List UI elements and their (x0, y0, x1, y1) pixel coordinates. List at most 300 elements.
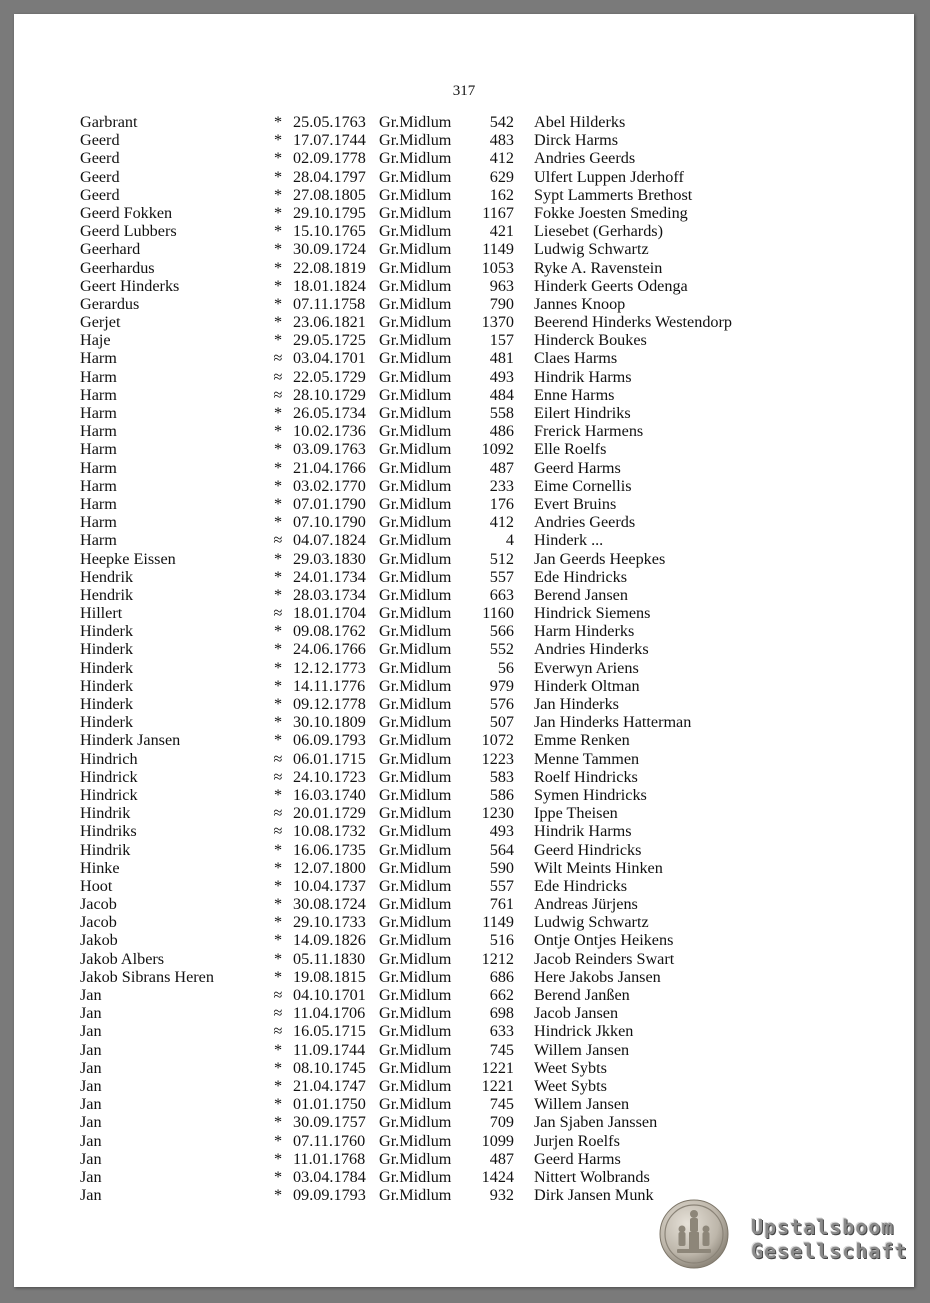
entry-date: 30.09.1724 (293, 240, 366, 259)
entry-place: Gr.Midlum (379, 876, 452, 895)
entry-event-mark: ≈ (273, 986, 283, 1004)
entry-event-mark: ≈ (273, 804, 283, 823)
entry-event-mark: * (273, 1186, 283, 1205)
entry-place: Gr.Midlum (379, 1040, 452, 1059)
entry-name: Jan (80, 1040, 102, 1059)
entry-number: 1092 (481, 440, 514, 459)
register-row (14, 386, 914, 404)
entry-date: 06.09.1793 (293, 731, 366, 750)
entry-number: 979 (489, 676, 514, 695)
entry-place: Gr.Midlum (379, 767, 452, 786)
entry-date: 05.11.1830 (293, 949, 366, 968)
entry-place: Gr.Midlum (379, 567, 452, 586)
entry-event-mark: * (273, 440, 283, 459)
entry-place: Gr.Midlum (379, 713, 452, 732)
entry-date: 22.08.1819 (293, 258, 366, 277)
entry-relation: Hinderk ... (534, 531, 604, 550)
entry-event-mark: * (273, 1040, 283, 1059)
entry-event-mark: * (273, 222, 283, 241)
entry-date: 14.11.1776 (293, 676, 366, 695)
entry-name: Hinke (80, 858, 120, 877)
entry-name: Jakob Albers (80, 949, 165, 968)
entry-event-mark: * (273, 840, 283, 859)
entry-number: 512 (489, 549, 514, 568)
entry-event-mark: * (273, 1167, 283, 1186)
entry-place: Gr.Midlum (379, 131, 452, 150)
entry-date: 14.09.1826 (293, 931, 366, 950)
entry-number: 963 (489, 276, 514, 295)
entry-relation: Ede Hindricks (534, 876, 628, 895)
entry-name: Jan (80, 1131, 102, 1150)
entry-relation: Hindrik Harms (534, 367, 632, 386)
entry-relation: Geerd Harms (534, 458, 621, 477)
entry-relation: Frerick Harmens (534, 422, 644, 441)
entry-event-mark: * (273, 476, 283, 495)
entry-date: 28.10.1729 (293, 385, 366, 404)
entry-relation: Andries Hinderks (534, 640, 649, 659)
entry-name: Jan (80, 986, 102, 1004)
entry-number: 557 (489, 567, 514, 586)
register-row (14, 968, 914, 986)
register-row (14, 640, 914, 658)
entry-date: 16.03.1740 (293, 785, 366, 804)
entry-place: Gr.Midlum (379, 240, 452, 259)
entry-relation: Claes Harms (534, 349, 618, 368)
entry-relation: Enne Harms (534, 385, 615, 404)
entry-name: Hillert (80, 604, 123, 623)
register-row (14, 986, 914, 1004)
entry-date: 03.04.1701 (293, 349, 366, 368)
entry-relation: Andries Geerds (534, 149, 636, 168)
entry-event-mark: * (273, 113, 283, 131)
entry-name: Hinderk (80, 676, 134, 695)
entry-number: 56 (497, 658, 514, 677)
entry-relation: Berend Janßen (534, 986, 630, 1004)
entry-place: Gr.Midlum (379, 695, 452, 713)
register-row (14, 1059, 914, 1077)
register-row (14, 659, 914, 677)
entry-name: Hinderk Jansen (80, 731, 181, 750)
register-row (14, 1150, 914, 1168)
entry-relation: Elle Roelfs (534, 440, 607, 459)
entry-event-mark: * (273, 967, 283, 986)
entry-date: 18.01.1704 (293, 604, 366, 623)
entry-event-mark: * (273, 695, 283, 713)
entry-number: 412 (489, 513, 514, 532)
entry-date: 03.02.1770 (293, 476, 366, 495)
entry-number: 1221 (481, 1076, 514, 1095)
entry-place: Gr.Midlum (379, 676, 452, 695)
register-list (14, 113, 914, 1204)
entry-place: Gr.Midlum (379, 331, 452, 350)
entry-relation: Geerd Hindricks (534, 840, 642, 859)
entry-date: 26.05.1734 (293, 404, 366, 422)
entry-place: Gr.Midlum (379, 167, 452, 186)
entry-place: Gr.Midlum (379, 385, 452, 404)
entry-number: 507 (489, 713, 514, 732)
entry-place: Gr.Midlum (379, 276, 452, 295)
entry-event-mark: * (273, 731, 283, 750)
entry-place: Gr.Midlum (379, 1131, 452, 1150)
entry-event-mark: * (273, 658, 283, 677)
register-row (14, 404, 914, 422)
entry-date: 28.04.1797 (293, 167, 366, 186)
register-row (14, 877, 914, 895)
entry-date: 18.01.1824 (293, 276, 366, 295)
entry-number: 790 (489, 294, 514, 313)
entry-place: Gr.Midlum (379, 549, 452, 568)
entry-name: Hinderk (80, 640, 134, 659)
entry-date: 08.10.1745 (293, 1058, 366, 1077)
register-row (14, 222, 914, 240)
entry-relation: Fokke Joesten Smeding (534, 203, 688, 222)
entry-date: 02.09.1778 (293, 149, 366, 168)
entry-place: Gr.Midlum (379, 585, 452, 604)
entry-relation: Harm Hinderks (534, 622, 635, 641)
entry-place: Gr.Midlum (379, 1113, 452, 1132)
entry-relation: Hinderk Geerts Odenga (534, 276, 688, 295)
entry-event-mark: * (273, 149, 283, 168)
entry-number: 1053 (481, 258, 514, 277)
entry-name: Geerd (80, 149, 120, 168)
entry-name: Jacob (80, 895, 117, 914)
register-row (14, 695, 914, 713)
society-line-1: Upstalsboom (751, 1215, 895, 1239)
entry-place: Gr.Midlum (379, 203, 452, 222)
entry-place: Gr.Midlum (379, 258, 452, 277)
entry-date: 29.05.1725 (293, 331, 366, 350)
entry-number: 761 (489, 895, 514, 914)
entry-name: Geerd (80, 167, 120, 186)
entry-date: 29.03.1830 (293, 549, 366, 568)
entry-name: Jan (80, 1149, 102, 1168)
entry-relation: Jan Hinderks (534, 695, 619, 713)
entry-place: Gr.Midlum (379, 313, 452, 332)
entry-number: 557 (489, 876, 514, 895)
entry-date: 16.06.1735 (293, 840, 366, 859)
entry-relation: Jacob Reinders Swart (534, 949, 675, 968)
entry-event-mark: * (273, 404, 283, 422)
entry-event-mark: ≈ (273, 749, 283, 768)
entry-event-mark: * (273, 585, 283, 604)
entry-number: 493 (489, 367, 514, 386)
entry-date: 29.10.1795 (293, 203, 366, 222)
entry-number: 1424 (481, 1167, 514, 1186)
entry-name: Geerhard (80, 240, 141, 259)
entry-relation: Jan Geerds Heepkes (534, 549, 666, 568)
entry-event-mark: * (273, 458, 283, 477)
register-row (14, 531, 914, 549)
register-row (14, 568, 914, 586)
register-row (14, 713, 914, 731)
entry-relation: Hindrick Jkken (534, 1022, 634, 1041)
entry-number: 698 (489, 1004, 514, 1023)
entry-place: Gr.Midlum (379, 913, 452, 932)
entry-date: 11.01.1768 (293, 1149, 366, 1168)
entry-place: Gr.Midlum (379, 640, 452, 659)
entry-number: 1221 (481, 1058, 514, 1077)
entry-event-mark: * (273, 131, 283, 150)
entry-event-mark: ≈ (273, 367, 283, 386)
document-page (14, 14, 914, 1287)
entry-event-mark: * (273, 913, 283, 932)
register-row (14, 440, 914, 458)
entry-name: Hinderk (80, 695, 134, 713)
entry-name: Geerhardus (80, 258, 155, 277)
entry-name: Geerd Fokken (80, 203, 173, 222)
entry-number: 481 (489, 349, 514, 368)
entry-place: Gr.Midlum (379, 622, 452, 641)
entry-name: Jan (80, 1058, 102, 1077)
entry-event-mark: * (273, 1076, 283, 1095)
entry-relation: Willem Jansen (534, 1040, 630, 1059)
register-row (14, 422, 914, 440)
register-row (14, 550, 914, 568)
entry-event-mark: ≈ (273, 822, 283, 841)
entry-event-mark: * (273, 785, 283, 804)
register-row (14, 804, 914, 822)
entry-number: 629 (489, 167, 514, 186)
entry-place: Gr.Midlum (379, 222, 452, 241)
entry-name: Garbrant (80, 113, 138, 131)
entry-place: Gr.Midlum (379, 476, 452, 495)
entry-name: Harm (80, 531, 117, 550)
entry-name: Hinderk (80, 622, 134, 641)
entry-name: Gerjet (80, 313, 121, 332)
entry-event-mark: * (273, 313, 283, 332)
entry-event-mark: ≈ (273, 604, 283, 623)
entry-relation: Jannes Knoop (534, 294, 626, 313)
entry-event-mark: ≈ (273, 767, 283, 786)
entry-relation: Roelf Hindricks (534, 767, 638, 786)
register-row (14, 513, 914, 531)
entry-number: 590 (489, 858, 514, 877)
register-row (14, 1004, 914, 1022)
entry-date: 16.05.1715 (293, 1022, 366, 1041)
entry-place: Gr.Midlum (379, 749, 452, 768)
entry-place: Gr.Midlum (379, 1004, 452, 1023)
register-row (14, 295, 914, 313)
entry-number: 516 (489, 931, 514, 950)
entry-place: Gr.Midlum (379, 931, 452, 950)
entry-number: 552 (489, 640, 514, 659)
entry-name: Harm (80, 494, 117, 513)
entry-place: Gr.Midlum (379, 1167, 452, 1186)
entry-place: Gr.Midlum (379, 858, 452, 877)
entry-relation: Menne Tammen (534, 749, 640, 768)
entry-relation: Andreas Jürjens (534, 895, 638, 914)
register-row (14, 604, 914, 622)
entry-event-mark: * (273, 167, 283, 186)
entry-event-mark: * (273, 1058, 283, 1077)
entry-date: 24.10.1723 (293, 767, 366, 786)
entry-date: 07.10.1790 (293, 513, 366, 532)
entry-name: Geerd (80, 131, 120, 150)
entry-date: 07.11.1758 (293, 294, 366, 313)
entry-date: 30.08.1724 (293, 895, 366, 914)
society-wordmark (751, 1215, 908, 1263)
register-row (14, 259, 914, 277)
entry-number: 233 (489, 476, 514, 495)
register-row (14, 859, 914, 877)
entry-event-mark: * (273, 258, 283, 277)
entry-place: Gr.Midlum (379, 967, 452, 986)
entry-name: Hinderk (80, 713, 134, 732)
entry-event-mark: * (273, 240, 283, 259)
entry-place: Gr.Midlum (379, 1058, 452, 1077)
entry-date: 01.01.1750 (293, 1095, 366, 1114)
entry-name: Hendrik (80, 585, 134, 604)
entry-place: Gr.Midlum (379, 458, 452, 477)
register-row (14, 841, 914, 859)
entry-date: 10.08.1732 (293, 822, 366, 841)
entry-relation: Evert Bruins (534, 494, 617, 513)
entry-event-mark: * (273, 513, 283, 532)
entry-number: 483 (489, 131, 514, 150)
entry-place: Gr.Midlum (379, 1149, 452, 1168)
entry-date: 19.08.1815 (293, 967, 366, 986)
entry-place: Gr.Midlum (379, 658, 452, 677)
entry-relation: Wilt Meints Hinken (534, 858, 663, 877)
entry-number: 1160 (482, 604, 514, 623)
entry-name: Harm (80, 349, 117, 368)
entry-date: 12.07.1800 (293, 858, 366, 877)
entry-relation: Dirk Jansen Munk (534, 1186, 654, 1205)
entry-number: 487 (489, 1149, 514, 1168)
register-row (14, 1186, 914, 1204)
entry-number: 1230 (481, 804, 514, 823)
entry-relation: Liesebet (Gerhards) (534, 222, 663, 241)
entry-event-mark: * (273, 294, 283, 313)
entry-relation: Here Jakobs Jansen (534, 967, 661, 986)
entry-date: 15.10.1765 (293, 222, 366, 241)
entry-number: 745 (489, 1095, 514, 1114)
entry-number: 1370 (481, 313, 514, 332)
entry-name: Jacob (80, 913, 117, 932)
entry-relation: Jurjen Roelfs (534, 1131, 620, 1150)
entry-date: 04.07.1824 (293, 531, 366, 550)
entry-event-mark: * (273, 895, 283, 914)
entry-event-mark: * (273, 676, 283, 695)
entry-place: Gr.Midlum (379, 1095, 452, 1114)
entry-name: Harm (80, 513, 117, 532)
entry-relation: Geerd Harms (534, 1149, 621, 1168)
entry-name: Geerd (80, 185, 120, 204)
entry-place: Gr.Midlum (379, 1186, 452, 1205)
entry-number: 487 (489, 458, 514, 477)
entry-name: Harm (80, 476, 117, 495)
entry-relation: Jan Hinderks Hatterman (534, 713, 692, 732)
entry-date: 11.04.1706 (293, 1004, 366, 1023)
entry-place: Gr.Midlum (379, 113, 452, 131)
entry-place: Gr.Midlum (379, 367, 452, 386)
register-row (14, 586, 914, 604)
entry-place: Gr.Midlum (379, 404, 452, 422)
entry-date: 10.02.1736 (293, 422, 366, 441)
entry-event-mark: * (273, 1131, 283, 1150)
entry-relation: Berend Jansen (534, 585, 628, 604)
entry-relation: Beerend Hinderks Westendorp (534, 313, 732, 332)
entry-name: Jakob Sibrans Heren (80, 967, 214, 986)
register-row (14, 895, 914, 913)
entry-date: 09.08.1762 (293, 622, 366, 641)
entry-event-mark: ≈ (273, 1004, 283, 1023)
entry-number: 1072 (481, 731, 514, 750)
entry-event-mark: * (273, 331, 283, 350)
entry-name: Hindrik (80, 804, 131, 823)
register-row (14, 786, 914, 804)
entry-date: 28.03.1734 (293, 585, 366, 604)
register-row (14, 349, 914, 367)
entry-event-mark: * (273, 876, 283, 895)
entry-place: Gr.Midlum (379, 840, 452, 859)
entry-relation: Eime Cornellis (534, 476, 632, 495)
entry-relation: Eilert Hindriks (534, 404, 631, 422)
entry-name: Geert Hinderks (80, 276, 180, 295)
entry-event-mark: * (273, 203, 283, 222)
entry-date: 24.06.1766 (293, 640, 366, 659)
entry-event-mark: * (273, 1113, 283, 1132)
entry-name: Hindriks (80, 822, 137, 841)
entry-name: Harm (80, 385, 117, 404)
entry-place: Gr.Midlum (379, 440, 452, 459)
entry-event-mark: ≈ (273, 349, 283, 368)
entry-name: Hindrick (80, 767, 138, 786)
entry-name: Harm (80, 422, 117, 441)
entry-event-mark: * (273, 949, 283, 968)
register-row (14, 277, 914, 295)
entry-place: Gr.Midlum (379, 494, 452, 513)
register-row (14, 768, 914, 786)
register-row (14, 731, 914, 749)
entry-place: Gr.Midlum (379, 1076, 452, 1095)
entry-name: Jakob (80, 931, 118, 950)
register-row (14, 113, 914, 131)
entry-number: 686 (489, 967, 514, 986)
entry-relation: Emme Renken (534, 731, 630, 750)
entry-date: 11.09.1744 (293, 1040, 366, 1059)
register-row (14, 1095, 914, 1113)
entry-date: 30.09.1757 (293, 1113, 366, 1132)
entry-relation: Ludwig Schwartz (534, 240, 649, 259)
entry-relation: Ulfert Luppen Jderhoff (534, 167, 684, 186)
entry-date: 04.10.1701 (293, 986, 366, 1004)
entry-number: 576 (489, 695, 514, 713)
entry-event-mark: * (273, 622, 283, 641)
entry-number: 1223 (481, 749, 514, 768)
entry-place: Gr.Midlum (379, 604, 452, 623)
entry-event-mark: * (273, 185, 283, 204)
register-row (14, 149, 914, 167)
entry-relation: Jacob Jansen (534, 1004, 619, 1023)
entry-place: Gr.Midlum (379, 185, 452, 204)
entry-name: Jan (80, 1004, 102, 1023)
entry-date: 06.01.1715 (293, 749, 366, 768)
entry-number: 1099 (481, 1131, 514, 1150)
register-row (14, 459, 914, 477)
entry-relation: Hindrik Harms (534, 822, 632, 841)
entry-date: 23.06.1821 (293, 313, 366, 332)
entry-date: 09.09.1793 (293, 1186, 366, 1205)
entry-event-mark: * (273, 276, 283, 295)
entry-relation: Dirck Harms (534, 131, 619, 150)
entry-date: 17.07.1744 (293, 131, 366, 150)
register-row (14, 750, 914, 768)
entry-name: Hendrik (80, 567, 134, 586)
entry-name: Jan (80, 1095, 102, 1114)
entry-number: 932 (489, 1186, 514, 1205)
entry-relation: Symen Hindricks (534, 785, 647, 804)
